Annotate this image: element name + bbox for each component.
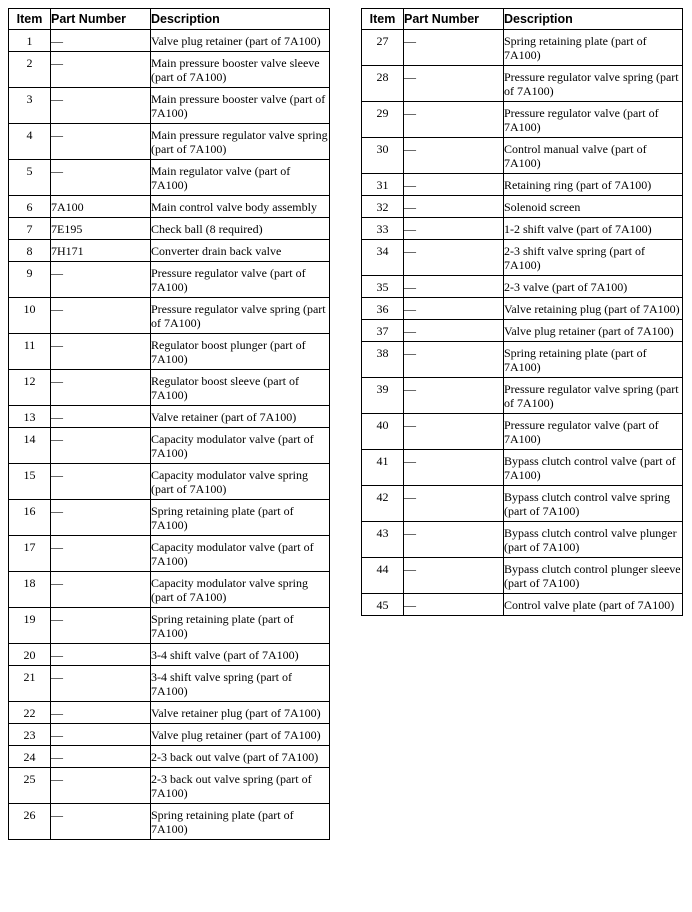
part-number-cell: —	[404, 342, 504, 378]
item-number-cell: 39	[362, 378, 404, 414]
part-number-cell: —	[51, 702, 151, 724]
description-cell: Capacity modulator valve spring (part of 7A100)	[151, 572, 330, 608]
part-number-cell: —	[51, 406, 151, 428]
item-number-cell: 17	[9, 536, 51, 572]
item-number-cell: 30	[362, 138, 404, 174]
part-number-cell: —	[404, 558, 504, 594]
description-cell: Pressure regulator valve (part of 7A100)	[504, 102, 683, 138]
item-number-cell: 8	[9, 240, 51, 262]
part-number-cell: —	[51, 644, 151, 666]
item-number-cell: 14	[9, 428, 51, 464]
table-row	[362, 378, 683, 414]
table-row	[9, 370, 330, 406]
table-row	[9, 52, 330, 88]
part-number-cell: —	[51, 746, 151, 768]
table-row	[9, 768, 330, 804]
description-cell: Spring retaining plate (part of 7A100)	[151, 608, 330, 644]
table-row	[362, 450, 683, 486]
part-number-cell: —	[404, 102, 504, 138]
table-row	[362, 320, 683, 342]
parts-table-left	[8, 8, 330, 840]
description-cell: Valve plug retainer (part of 7A100)	[504, 320, 683, 342]
part-number-cell: —	[51, 500, 151, 536]
table-row	[9, 88, 330, 124]
item-number-cell: 20	[9, 644, 51, 666]
description-cell: Valve retainer (part of 7A100)	[151, 406, 330, 428]
item-number-cell: 43	[362, 522, 404, 558]
description-cell: Main pressure regulator valve spring (part of 7A100)	[151, 124, 330, 160]
description-cell: Main pressure booster valve sleeve (part of 7A100)	[151, 52, 330, 88]
part-number-cell: —	[404, 30, 504, 66]
table-row	[9, 124, 330, 160]
description-cell: Capacity modulator valve (part of 7A100)	[151, 428, 330, 464]
description-cell: 3-4 shift valve (part of 7A100)	[151, 644, 330, 666]
item-number-cell: 15	[9, 464, 51, 500]
part-number-cell: —	[51, 124, 151, 160]
description-cell: Regulator boost sleeve (part of 7A100)	[151, 370, 330, 406]
item-number-cell: 27	[362, 30, 404, 66]
part-number-cell: —	[51, 370, 151, 406]
part-number-cell: —	[404, 594, 504, 616]
description-cell: Control valve plate (part of 7A100)	[504, 594, 683, 616]
description-cell: Pressure regulator valve spring (part of 7A100)	[504, 378, 683, 414]
description-cell: Retaining ring (part of 7A100)	[504, 174, 683, 196]
part-number-cell: 7H171	[51, 240, 151, 262]
table-row	[9, 746, 330, 768]
table-row	[9, 644, 330, 666]
description-cell: Pressure regulator valve (part of 7A100)	[504, 414, 683, 450]
table-row	[9, 572, 330, 608]
item-number-cell: 1	[9, 30, 51, 52]
table-row	[9, 428, 330, 464]
description-cell: Check ball (8 required)	[151, 218, 330, 240]
part-number-cell: —	[404, 486, 504, 522]
description-cell: Valve retainer plug (part of 7A100)	[151, 702, 330, 724]
item-number-cell: 40	[362, 414, 404, 450]
part-number-cell: —	[51, 160, 151, 196]
table-row	[362, 558, 683, 594]
description-cell: Valve retaining plug (part of 7A100)	[504, 298, 683, 320]
item-number-cell: 45	[362, 594, 404, 616]
table-row	[362, 298, 683, 320]
part-number-cell: —	[51, 30, 151, 52]
part-number-cell: —	[51, 768, 151, 804]
item-number-cell: 44	[362, 558, 404, 594]
part-number-cell: —	[51, 88, 151, 124]
item-number-cell: 11	[9, 334, 51, 370]
description-cell: Bypass clutch control plunger sleeve (part of 7A100)	[504, 558, 683, 594]
part-number-cell: 7E195	[51, 218, 151, 240]
table-row	[9, 298, 330, 334]
description-cell: Regulator boost plunger (part of 7A100)	[151, 334, 330, 370]
table-row	[9, 240, 330, 262]
description-cell: Capacity modulator valve (part of 7A100)	[151, 536, 330, 572]
table-row	[9, 262, 330, 298]
description-cell: Valve plug retainer (part of 7A100)	[151, 724, 330, 746]
item-number-cell: 10	[9, 298, 51, 334]
description-cell: Bypass clutch control valve (part of 7A100)	[504, 450, 683, 486]
item-number-cell: 6	[9, 196, 51, 218]
description-cell: Bypass clutch control valve spring (part of 7A100)	[504, 486, 683, 522]
item-number-cell: 36	[362, 298, 404, 320]
item-number-cell: 9	[9, 262, 51, 298]
description-cell: Main control valve body assembly	[151, 196, 330, 218]
description-cell: 3-4 shift valve spring (part of 7A100)	[151, 666, 330, 702]
part-number-cell: —	[51, 608, 151, 644]
part-number-cell: —	[404, 450, 504, 486]
table-row	[9, 218, 330, 240]
description-cell: 2-3 valve (part of 7A100)	[504, 276, 683, 298]
item-number-cell: 32	[362, 196, 404, 218]
part-number-cell: —	[51, 724, 151, 746]
description-cell: Capacity modulator valve spring (part of 7A100)	[151, 464, 330, 500]
description-cell: Valve plug retainer (part of 7A100)	[151, 30, 330, 52]
item-number-cell: 26	[9, 804, 51, 840]
table-row	[362, 342, 683, 378]
part-number-cell: —	[404, 66, 504, 102]
table-row	[362, 66, 683, 102]
parts-table-right	[361, 8, 683, 616]
part-number-cell: —	[51, 334, 151, 370]
table-row	[362, 240, 683, 276]
part-number-cell: —	[51, 52, 151, 88]
table-row	[9, 196, 330, 218]
part-number-cell: —	[51, 572, 151, 608]
description-cell: Bypass clutch control valve plunger (part of 7A100)	[504, 522, 683, 558]
header-part-number: Part Number	[51, 9, 151, 30]
item-number-cell: 12	[9, 370, 51, 406]
table-row	[362, 276, 683, 298]
table-row	[362, 594, 683, 616]
item-number-cell: 2	[9, 52, 51, 88]
part-number-cell: —	[404, 276, 504, 298]
description-cell: Pressure regulator valve spring (part of 7A100)	[151, 298, 330, 334]
item-number-cell: 31	[362, 174, 404, 196]
item-number-cell: 23	[9, 724, 51, 746]
table-row	[362, 30, 683, 66]
description-cell: Spring retaining plate (part of 7A100)	[504, 342, 683, 378]
part-number-cell: —	[51, 464, 151, 500]
item-number-cell: 28	[362, 66, 404, 102]
description-cell: Solenoid screen	[504, 196, 683, 218]
part-number-cell: —	[51, 666, 151, 702]
description-cell: Pressure regulator valve (part of 7A100)	[151, 262, 330, 298]
header-item: Item	[362, 9, 404, 30]
header-description: Description	[504, 9, 683, 30]
item-number-cell: 37	[362, 320, 404, 342]
description-cell: 2-3 shift valve spring (part of 7A100)	[504, 240, 683, 276]
part-number-cell: —	[51, 298, 151, 334]
table-row	[9, 702, 330, 724]
part-number-cell: —	[404, 240, 504, 276]
item-number-cell: 25	[9, 768, 51, 804]
item-number-cell: 3	[9, 88, 51, 124]
part-number-cell: 7A100	[51, 196, 151, 218]
part-number-cell: —	[51, 428, 151, 464]
description-cell: Main regulator valve (part of 7A100)	[151, 160, 330, 196]
item-number-cell: 21	[9, 666, 51, 702]
item-number-cell: 29	[362, 102, 404, 138]
table-row	[9, 30, 330, 52]
item-number-cell: 24	[9, 746, 51, 768]
table-row	[9, 406, 330, 428]
item-number-cell: 35	[362, 276, 404, 298]
table-row	[9, 804, 330, 840]
table-row	[362, 522, 683, 558]
item-number-cell: 38	[362, 342, 404, 378]
description-cell: 1-2 shift valve (part of 7A100)	[504, 218, 683, 240]
part-number-cell: —	[51, 804, 151, 840]
item-number-cell: 42	[362, 486, 404, 522]
table-row	[362, 138, 683, 174]
description-cell: 2-3 back out valve spring (part of 7A100)	[151, 768, 330, 804]
part-number-cell: —	[404, 414, 504, 450]
description-cell: Spring retaining plate (part of 7A100)	[504, 30, 683, 66]
item-number-cell: 34	[362, 240, 404, 276]
part-number-cell: —	[404, 320, 504, 342]
part-number-cell: —	[51, 536, 151, 572]
description-cell: Control manual valve (part of 7A100)	[504, 138, 683, 174]
table-row	[362, 174, 683, 196]
part-number-cell: —	[404, 218, 504, 240]
part-number-cell: —	[404, 174, 504, 196]
item-number-cell: 19	[9, 608, 51, 644]
item-number-cell: 13	[9, 406, 51, 428]
description-cell: Main pressure booster valve (part of 7A100)	[151, 88, 330, 124]
description-cell: 2-3 back out valve (part of 7A100)	[151, 746, 330, 768]
item-number-cell: 22	[9, 702, 51, 724]
table-row	[9, 666, 330, 702]
item-number-cell: 16	[9, 500, 51, 536]
part-number-cell: —	[404, 138, 504, 174]
item-number-cell: 7	[9, 218, 51, 240]
item-number-cell: 41	[362, 450, 404, 486]
table-row	[362, 196, 683, 218]
table-row	[9, 608, 330, 644]
table-header-row	[362, 9, 683, 30]
header-item: Item	[9, 9, 51, 30]
item-number-cell: 4	[9, 124, 51, 160]
description-cell: Spring retaining plate (part of 7A100)	[151, 500, 330, 536]
table-row	[9, 536, 330, 572]
part-number-cell: —	[404, 196, 504, 218]
table-row	[9, 724, 330, 746]
table-row	[9, 500, 330, 536]
table-row	[9, 160, 330, 196]
part-number-cell: —	[51, 262, 151, 298]
part-number-cell: —	[404, 378, 504, 414]
table-row	[362, 102, 683, 138]
item-number-cell: 18	[9, 572, 51, 608]
table-header-row	[9, 9, 330, 30]
description-cell: Pressure regulator valve spring (part of 7A100)	[504, 66, 683, 102]
table-row	[9, 334, 330, 370]
part-number-cell: —	[404, 522, 504, 558]
header-part-number: Part Number	[404, 9, 504, 30]
table-row	[362, 486, 683, 522]
description-cell: Spring retaining plate (part of 7A100)	[151, 804, 330, 840]
table-row	[362, 218, 683, 240]
header-description: Description	[151, 9, 330, 30]
table-row	[362, 414, 683, 450]
description-cell: Converter drain back valve	[151, 240, 330, 262]
table-row	[9, 464, 330, 500]
part-number-cell: —	[404, 298, 504, 320]
item-number-cell: 33	[362, 218, 404, 240]
item-number-cell: 5	[9, 160, 51, 196]
